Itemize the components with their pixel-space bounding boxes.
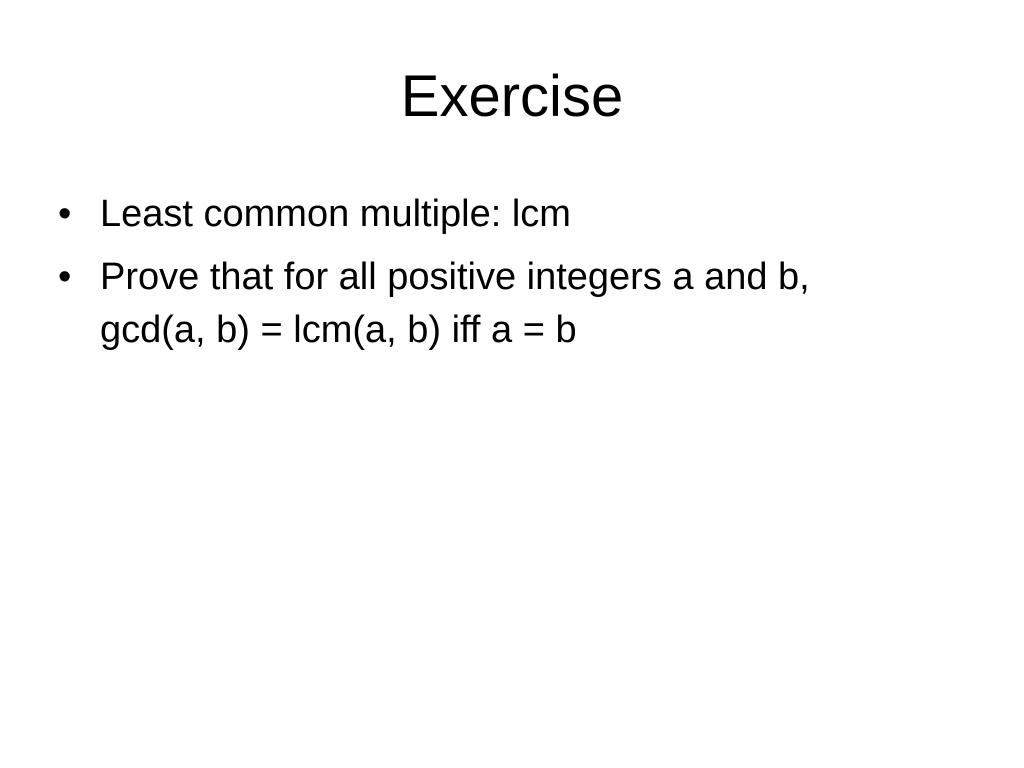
- bullet-line: Least common multiple: lcm: [100, 193, 571, 235]
- bullet-item-proof: [58, 251, 978, 357]
- bullet-text: [100, 188, 978, 241]
- slide-title: Exercise: [400, 64, 624, 129]
- bullet-line: Prove that for all positive integers a and b,: [100, 256, 810, 298]
- bullet-icon: •: [58, 193, 72, 235]
- bullet-line: gcd(a, b) = lcm(a, b) iff a = b: [100, 309, 577, 351]
- bullet-text: [100, 251, 978, 357]
- bullet-item-lcm: [58, 188, 978, 241]
- bullet-icon: •: [58, 256, 72, 298]
- bullet-list: [58, 188, 978, 367]
